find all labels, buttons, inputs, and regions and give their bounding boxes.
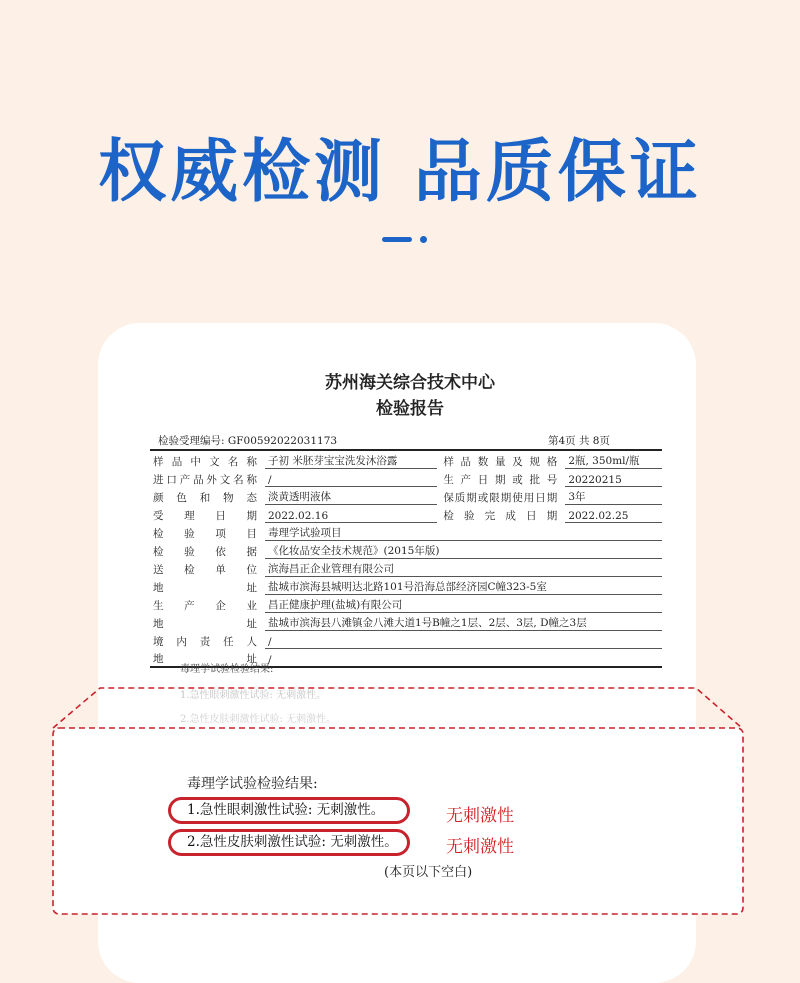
result-2-faded: 2.急性皮肤刺激性试验: 无刺激性。 bbox=[180, 714, 337, 725]
field-value: 滨海昌正企业管理有限公司 bbox=[265, 559, 662, 577]
field-label bbox=[150, 469, 265, 487]
field-value: 淡黄透明液体 bbox=[265, 487, 437, 505]
report-row bbox=[150, 613, 662, 631]
field-value: / bbox=[265, 469, 437, 487]
field-value: 盐城市滨海县八滩镇金八滩大道1号B幢之1层、2层、3层, D幢之3层 bbox=[265, 613, 662, 631]
result-skin-irritation: 2.急性皮肤刺激性试验: 无刺激性。 bbox=[168, 829, 410, 856]
report-title: 检验报告 bbox=[376, 399, 444, 419]
report-row bbox=[150, 595, 662, 613]
field-label bbox=[150, 595, 265, 613]
field-label bbox=[150, 577, 265, 595]
field-label-text: 受理日期 bbox=[153, 509, 257, 522]
result-tag-skin: 无刺激性 bbox=[446, 837, 514, 857]
field-value: 昌正健康护理(盐城)有限公司 bbox=[265, 595, 662, 613]
field-label bbox=[150, 631, 265, 649]
report-organization: 苏州海关综合技术中心 bbox=[325, 373, 495, 393]
field-label bbox=[150, 559, 265, 577]
field-label-text: 地址 bbox=[153, 653, 257, 665]
report-row bbox=[150, 450, 662, 469]
report-row bbox=[150, 631, 662, 649]
report-table bbox=[150, 449, 662, 668]
field-label bbox=[437, 487, 565, 505]
field-value: 2022.02.16 bbox=[265, 505, 437, 523]
field-label-text: 地址 bbox=[153, 581, 257, 594]
field-label-text: 生产企业 bbox=[153, 599, 257, 612]
field-label bbox=[150, 450, 265, 469]
field-label-text: 境内责任人 bbox=[153, 635, 257, 648]
hero-title: 权威检测 品质保证 bbox=[98, 133, 702, 212]
report-row bbox=[150, 559, 662, 577]
field-label-text: 检验依据 bbox=[153, 545, 257, 558]
results-heading-faded: 毒理学试验检验结果: bbox=[180, 664, 274, 675]
field-label bbox=[150, 541, 265, 559]
field-label bbox=[150, 523, 265, 541]
field-label bbox=[150, 487, 265, 505]
field-value: 3年 bbox=[565, 487, 662, 505]
page-info: 第4页 共 8页 bbox=[547, 435, 610, 447]
result-1-faded: 1.急性眼刺激性试验: 无刺激性。 bbox=[180, 690, 327, 701]
acceptance-number: 检验受理编号: GF00592022031173 bbox=[158, 435, 338, 447]
report-row bbox=[150, 469, 662, 487]
zoom-results-heading: 毒理学试验检验结果: bbox=[187, 776, 318, 792]
field-value: / bbox=[265, 631, 662, 649]
field-label bbox=[150, 613, 265, 631]
field-label-text: 生产日期或批号 bbox=[443, 473, 558, 486]
report-row bbox=[150, 541, 662, 559]
field-label-text: 样品中文名称 bbox=[153, 455, 257, 468]
field-value: 2022.02.25 bbox=[565, 505, 662, 523]
field-label-text: 进口产品外文名称 bbox=[153, 473, 257, 486]
field-label-text: 检验完成日期 bbox=[443, 509, 558, 522]
field-label-text: 地址 bbox=[153, 617, 257, 630]
result-tag-eye: 无刺激性 bbox=[446, 806, 514, 826]
divider-bar bbox=[382, 237, 412, 242]
report-row bbox=[150, 487, 662, 505]
report-row bbox=[150, 577, 662, 595]
field-label bbox=[437, 469, 565, 487]
field-value: 毒理学试验项目 bbox=[265, 523, 662, 541]
page-end-note: (本页以下空白) bbox=[384, 865, 473, 880]
report-row bbox=[150, 523, 662, 541]
result-eye-irritation: 1.急性眼刺激性试验: 无刺激性。 bbox=[168, 797, 410, 824]
field-label bbox=[150, 505, 265, 523]
field-label bbox=[437, 450, 565, 469]
field-label-text: 颜色和物态 bbox=[153, 491, 257, 504]
divider-dot bbox=[420, 236, 427, 243]
field-label bbox=[437, 505, 565, 523]
field-label-text: 送检单位 bbox=[153, 563, 257, 576]
field-value: 盐城市滨海县城明达北路101号沿海总部经济园C幢323-5室 bbox=[265, 577, 662, 595]
field-value: 子初 米胚芽宝宝洗发沐浴露 bbox=[265, 450, 437, 469]
report-row bbox=[150, 505, 662, 523]
field-value: / bbox=[265, 649, 662, 668]
field-label-text: 样品数量及规格 bbox=[443, 455, 558, 468]
field-value: 《化妆品安全技术规范》(2015年版) bbox=[265, 541, 662, 559]
field-value: 2瓶, 350ml/瓶 bbox=[565, 450, 662, 469]
title-divider bbox=[382, 236, 432, 244]
field-label-text: 保质期或限期使用日期 bbox=[443, 491, 558, 504]
field-value: 20220215 bbox=[565, 469, 662, 487]
field-label-text: 检验项目 bbox=[153, 527, 257, 540]
